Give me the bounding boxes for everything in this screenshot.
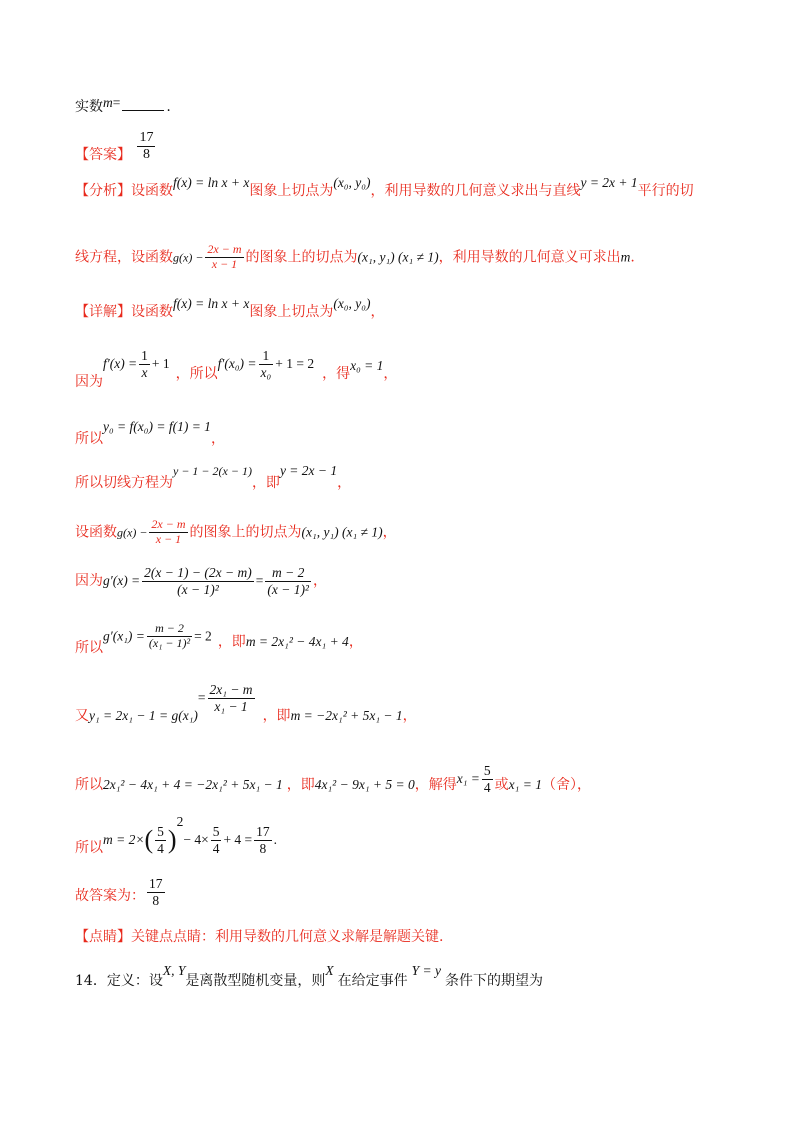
step-1	[75, 348, 398, 391]
denominator: 4	[157, 840, 164, 856]
text: ，利用导数的几何意义可求出	[438, 249, 621, 266]
text: 所以	[75, 640, 103, 657]
numerator: 17	[256, 823, 270, 839]
text: 图象上切点为	[249, 183, 334, 199]
fraction	[211, 824, 222, 856]
math: X	[325, 963, 334, 978]
fraction	[265, 565, 311, 597]
math: (x₀, y₀)	[333, 175, 371, 190]
text: 设函数	[131, 183, 173, 199]
math: + 1	[151, 356, 170, 372]
numerator: 1	[259, 348, 274, 365]
numerator: 2x₁ − m	[209, 682, 253, 697]
numerator: 2x − m	[207, 242, 242, 256]
text: 又	[75, 708, 89, 725]
math: y − 1 − 2(x − 1)	[173, 464, 252, 478]
math: − 4×	[183, 832, 209, 847]
math: x₁ =	[456, 771, 480, 787]
blank-line	[75, 95, 171, 115]
text: ，利用导数的几何意义求出与直线	[370, 183, 581, 199]
denominator: (x − 1)²	[177, 581, 219, 597]
text: ，	[337, 475, 352, 491]
step-5	[75, 565, 327, 597]
fraction	[208, 682, 255, 714]
fraction	[254, 824, 272, 856]
text: 故答案为：	[75, 888, 145, 905]
text: .	[630, 249, 635, 266]
numerator: m − 2	[147, 622, 192, 637]
text: ，	[402, 708, 417, 725]
fraction	[142, 565, 254, 597]
denominator: 4	[483, 779, 491, 795]
math: X, Y	[162, 963, 186, 978]
text: 线方程，设函数	[75, 249, 173, 266]
math: g′(x) =	[103, 573, 141, 589]
text: 或	[494, 777, 509, 794]
denominator: x − 1	[211, 256, 238, 271]
math: = 2	[194, 628, 212, 644]
fraction	[259, 348, 274, 380]
numerator: 17	[137, 130, 155, 147]
text: ，即	[286, 777, 315, 794]
text: 平行的切	[637, 183, 694, 199]
denominator: x₀	[260, 364, 272, 380]
step-3	[75, 463, 352, 491]
numerator: 2(x − 1) − (2x − m)	[144, 565, 252, 580]
answer-blank	[122, 100, 164, 111]
numerator: 1	[141, 348, 148, 363]
text: ，解得	[414, 777, 457, 794]
denominator: (x₁ − 1)²	[148, 635, 191, 650]
math: (x₀, y₀)	[333, 296, 371, 311]
math: x₀ = 1	[350, 358, 384, 374]
denominator: x₁ − 1	[214, 698, 248, 714]
answer-line	[75, 130, 157, 163]
detail-label: 【详解】	[75, 304, 131, 320]
math: =	[112, 95, 121, 110]
math: f(x) = ln x + x	[173, 296, 250, 311]
math: f′(x₀) =	[217, 356, 257, 372]
math: =	[197, 690, 206, 706]
math: + 1 = 2	[275, 356, 315, 372]
math: (x₁, y₁) (x₁ ≠ 1)	[301, 524, 383, 540]
step-9: 所以m = 2×( $\frac{5}{4}$ )$^2$− 4× $\frac{5}{4}$ + 4 = $\frac{17}{8}$ .	[75, 814, 278, 856]
denominator: 8	[259, 840, 267, 856]
comment-text: 关键点点睛：利用导数的几何意义求解是解题关键.	[131, 929, 444, 945]
text: （舍），	[541, 777, 591, 794]
text: 因为	[75, 374, 103, 391]
text: ，即	[217, 634, 246, 651]
fraction	[147, 876, 165, 908]
text: 所以	[75, 840, 103, 856]
text: ，	[370, 304, 385, 320]
text: ，	[312, 573, 327, 590]
text: ，	[382, 524, 397, 541]
denominator: 8	[142, 147, 150, 163]
conclusion-line	[75, 876, 167, 908]
analysis-label: 【分析】	[75, 183, 131, 199]
text: 在给定事件	[337, 973, 408, 989]
numerator: 5	[212, 823, 220, 839]
fraction	[137, 130, 155, 163]
math: + 4 =	[223, 832, 253, 847]
step-7	[75, 682, 417, 725]
numerator: m − 2	[265, 565, 311, 582]
text: 设函数	[131, 304, 173, 320]
math: g′(x₁) =	[103, 628, 145, 644]
denominator: 4	[212, 840, 220, 856]
text: 的图象上的切点为	[189, 524, 302, 541]
math: Y = y	[411, 963, 441, 978]
text: 14．定义：设	[75, 973, 163, 989]
step-2	[75, 419, 225, 447]
math: y₀ = f(x₀) = f(1) = 1	[103, 419, 211, 434]
math: m = 2×	[103, 832, 145, 847]
analysis-line-2	[75, 243, 635, 272]
text: ，得	[322, 366, 351, 383]
denominator: x	[141, 364, 148, 380]
fraction	[205, 243, 243, 272]
text: ，所以	[175, 366, 218, 383]
numerator: 2x − m	[151, 517, 186, 531]
denominator: x − 1	[155, 531, 182, 546]
text: ，	[348, 634, 363, 651]
math: m	[103, 95, 113, 110]
text: ，	[210, 431, 225, 447]
answer-label: 【答案】	[75, 146, 131, 163]
math: m = −2x₁² + 5x₁ − 1	[290, 708, 403, 724]
math: y = 2x − 1	[279, 463, 338, 478]
text: 条件下的期望为	[444, 973, 543, 989]
text: ，	[383, 366, 398, 383]
text: 是离散型随机变量，则	[185, 973, 326, 989]
text: 图象上切点为	[249, 304, 334, 320]
denominator: 8	[152, 892, 160, 908]
step-6	[75, 621, 363, 657]
text: 因为	[75, 573, 103, 590]
math: (x₁, y₁) (x₁ ≠ 1)	[357, 249, 439, 265]
text: 所以	[75, 777, 103, 794]
math: 4x₁² − 9x₁ + 5 = 0	[314, 777, 415, 793]
fraction	[155, 824, 166, 856]
math: x₁ = 1	[508, 777, 542, 793]
math: 2x₁² − 4x₁ + 4 = −2x₁² + 5x₁ − 1	[103, 777, 283, 793]
math: f(x) = ln x + x	[173, 175, 250, 190]
fraction	[139, 348, 150, 380]
math: =	[255, 573, 264, 589]
fraction	[147, 622, 192, 651]
math: y = 2x + 1	[580, 175, 638, 190]
numerator: 5	[483, 763, 491, 778]
text: 的图象上的切点为	[245, 249, 358, 266]
text: 实数	[75, 99, 103, 115]
numerator: 5	[157, 823, 164, 839]
text: 所以切线方程为	[75, 475, 173, 491]
text: ，即	[251, 475, 280, 491]
math: m = 2x₁² − 4x₁ + 4	[245, 634, 349, 650]
numerator: 17	[149, 876, 163, 891]
comment-label: 【点睛】	[75, 929, 131, 945]
fraction	[149, 518, 187, 547]
analysis-line-1	[75, 175, 694, 199]
question-14	[75, 963, 543, 989]
text: .	[166, 99, 171, 115]
text: 设函数	[75, 524, 117, 541]
math: m	[620, 249, 631, 265]
text: ，即	[262, 708, 291, 725]
step-4	[75, 518, 397, 547]
math: y₁ = 2x₁ − 1 = g(x₁)	[89, 708, 198, 724]
denominator: (x − 1)²	[267, 581, 309, 597]
exponent: 2	[176, 814, 184, 829]
math: g(x) −	[173, 250, 204, 265]
math: g(x) −	[117, 525, 148, 540]
math: .	[273, 832, 278, 847]
fraction	[482, 763, 493, 795]
text: 所以	[75, 431, 103, 447]
step-8	[75, 763, 591, 795]
comment-line	[75, 930, 443, 944]
detail-line	[75, 296, 385, 320]
math: f′(x) =	[103, 356, 138, 372]
